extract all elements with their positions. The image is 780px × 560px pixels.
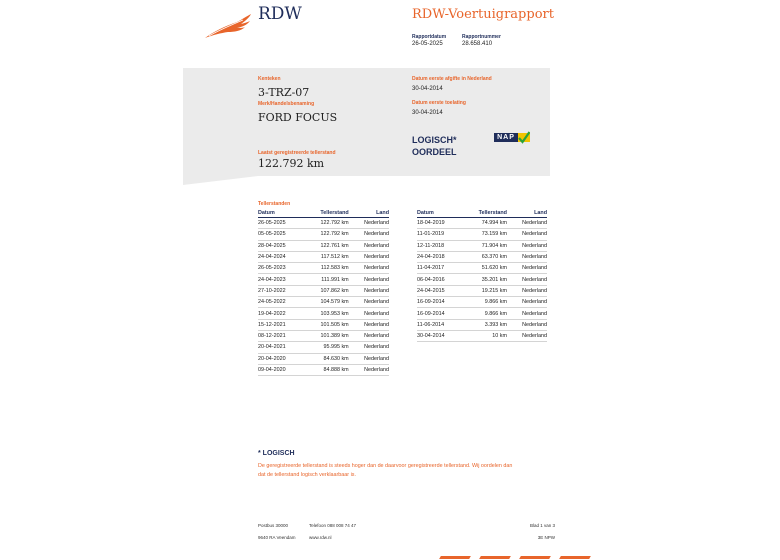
row-country: Nederland — [349, 263, 389, 274]
first-admission-value: 30-04-2014 — [412, 86, 443, 92]
row-odometer: 19.215 km — [461, 285, 507, 296]
row-country: Nederland — [349, 251, 389, 262]
report-number-label: Rapportnummer — [462, 34, 501, 40]
row-odometer: 101.389 km — [303, 330, 349, 341]
row-country: Nederland — [507, 240, 547, 251]
rdw-wing-logo-icon — [203, 12, 253, 40]
panel-corner — [183, 176, 258, 185]
row-odometer: 84.630 km — [303, 353, 349, 364]
row-date: 11-04-2017 — [417, 263, 461, 274]
table-row — [258, 342, 389, 353]
report-date: 26-05-2025 — [412, 41, 443, 47]
odometer-table-right — [417, 209, 547, 342]
table-row — [258, 330, 389, 341]
row-date: 08-12-2021 — [258, 330, 303, 341]
first-approval-label: Datum eerste toelating — [412, 100, 466, 106]
row-odometer: 9.866 km — [461, 308, 507, 319]
footer-code: 3E NPW — [537, 535, 555, 540]
row-odometer: 84.888 km — [303, 364, 349, 375]
table-row — [258, 319, 389, 330]
row-date: 20-04-2020 — [258, 353, 303, 364]
table-row — [417, 240, 547, 251]
check-icon — [518, 131, 530, 144]
row-odometer: 63.370 km — [461, 251, 507, 262]
row-date: 11-01-2019 — [417, 229, 461, 240]
row-date: 20-04-2021 — [258, 342, 303, 353]
table-row — [417, 263, 547, 274]
verdict-line2: OORDEEL — [412, 147, 457, 157]
verdict-line1: LOGISCH* — [412, 135, 457, 145]
row-date: 12-11-2018 — [417, 240, 461, 251]
row-date: 18-04-2019 — [417, 218, 461, 229]
row-country: Nederland — [349, 308, 389, 319]
plate-value: 3-TRZ-07 — [258, 86, 310, 99]
row-country: Nederland — [507, 218, 547, 229]
row-date: 27-10-2022 — [258, 285, 303, 296]
row-country: Nederland — [507, 274, 547, 285]
footer-address1: Postbus 30000 — [258, 523, 289, 528]
row-date: 26-05-2023 — [258, 263, 303, 274]
row-odometer: 51.620 km — [461, 263, 507, 274]
col-odometer: Tellerstand — [461, 209, 507, 218]
odometer-section-title: Tellerstanden — [258, 201, 291, 207]
nap-label: NAP — [494, 133, 518, 142]
table-row — [417, 251, 547, 262]
vehicle-summary-panel — [183, 68, 550, 176]
table-row — [258, 240, 389, 251]
row-country: Nederland — [349, 218, 389, 229]
row-country: Nederland — [507, 229, 547, 240]
odometer-table-left — [258, 209, 389, 376]
footer-phone: Telefoon 088 008 74 47 — [309, 523, 357, 528]
row-date: 24-04-2018 — [417, 251, 461, 262]
row-date: 30-04-2014 — [417, 330, 461, 341]
table-row — [258, 263, 389, 274]
row-date: 16-09-2014 — [417, 297, 461, 308]
footnote-line1: De geregistreerde tellerstand is steeds hoger dan de daarvoor geregistreerde tellerstand. Wij oordelen dan — [258, 463, 513, 469]
row-date: 24-05-2022 — [258, 297, 303, 308]
row-odometer: 122.792 km — [303, 218, 349, 229]
table-row — [417, 319, 547, 330]
decor-stripe — [439, 556, 471, 559]
first-admission-label: Datum eerste afgifte in Nederland — [412, 76, 492, 82]
report-date-label: Rapportdatum — [412, 34, 447, 40]
table-row — [258, 364, 389, 375]
table-row — [417, 308, 547, 319]
table-row — [258, 308, 389, 319]
table-row — [258, 251, 389, 262]
row-odometer: 112.583 km — [303, 263, 349, 274]
decor-stripe — [519, 556, 551, 559]
row-odometer: 117.512 km — [303, 251, 349, 262]
row-date: 19-04-2022 — [258, 308, 303, 319]
table-row — [417, 297, 547, 308]
col-date: Datum — [258, 209, 303, 218]
col-date: Datum — [417, 209, 461, 218]
row-odometer: 122.761 km — [303, 240, 349, 251]
footer-page: Blad 1 van 3 — [529, 523, 555, 528]
row-date: 28-04-2025 — [258, 240, 303, 251]
row-country: Nederland — [349, 319, 389, 330]
row-country: Nederland — [507, 319, 547, 330]
row-odometer: 74.994 km — [461, 218, 507, 229]
row-odometer: 9.866 km — [461, 297, 507, 308]
footnote-text — [258, 462, 512, 480]
row-country: Nederland — [507, 297, 547, 308]
table-row — [417, 330, 547, 341]
make-value: FORD FOCUS — [258, 111, 338, 124]
row-country: Nederland — [507, 263, 547, 274]
footer-web[interactable]: www.rdw.nl — [309, 535, 332, 540]
row-odometer: 73.159 km — [461, 229, 507, 240]
row-date: 24-04-2023 — [258, 274, 303, 285]
report-title: RDW-Voertuigrapport — [412, 7, 554, 22]
row-country: Nederland — [349, 274, 389, 285]
row-odometer: 3.393 km — [461, 319, 507, 330]
row-country: Nederland — [349, 240, 389, 251]
row-country: Nederland — [349, 364, 389, 375]
row-odometer: 95.995 km — [303, 342, 349, 353]
row-odometer: 122.792 km — [303, 229, 349, 240]
nap-badge — [494, 131, 530, 145]
row-country: Nederland — [507, 308, 547, 319]
row-date: 09-04-2020 — [258, 364, 303, 375]
table-row — [258, 274, 389, 285]
row-country: Nederland — [507, 251, 547, 262]
col-country: Land — [349, 209, 389, 218]
row-date: 11-06-2014 — [417, 319, 461, 330]
row-odometer: 10 km — [461, 330, 507, 341]
row-date: 06-04-2016 — [417, 274, 461, 285]
row-odometer: 107.862 km — [303, 285, 349, 296]
row-country: Nederland — [507, 285, 547, 296]
row-date: 16-09-2014 — [417, 308, 461, 319]
first-approval-value: 30-04-2014 — [412, 110, 443, 116]
col-odometer: Tellerstand — [303, 209, 349, 218]
footnote-line2: dat de tellerstand logisch verklaarbaar is. — [258, 472, 356, 478]
row-date: 24-04-2015 — [417, 285, 461, 296]
report-number: 28.658.410 — [462, 41, 493, 47]
table-row — [417, 218, 547, 229]
footer-address2: 9640 RA Veendam — [258, 535, 296, 540]
brand-name: RDW — [258, 4, 302, 24]
footnote-title: * LOGISCH — [258, 450, 295, 457]
odo-value: 122.792 km — [258, 157, 325, 170]
decor-stripe — [559, 556, 591, 559]
row-odometer: 101.505 km — [303, 319, 349, 330]
odo-label: Laatst geregistreerde tellerstand — [258, 150, 336, 156]
row-country: Nederland — [349, 353, 389, 364]
decor-stripe — [479, 556, 511, 559]
row-odometer: 104.579 km — [303, 297, 349, 308]
table-row — [258, 353, 389, 364]
row-odometer: 71.904 km — [461, 240, 507, 251]
verdict — [412, 134, 457, 158]
row-date: 15-12-2021 — [258, 319, 303, 330]
table-row — [258, 285, 389, 296]
table-row — [258, 297, 389, 308]
make-label: Merk/Handelsbenaming — [258, 101, 315, 107]
row-odometer: 103.953 km — [303, 308, 349, 319]
table-row — [258, 229, 389, 240]
table-row — [417, 274, 547, 285]
row-date: 24-04-2024 — [258, 251, 303, 262]
row-country: Nederland — [349, 297, 389, 308]
row-odometer: 111.991 km — [303, 274, 349, 285]
row-country: Nederland — [349, 229, 389, 240]
row-country: Nederland — [507, 330, 547, 341]
col-country: Land — [507, 209, 547, 218]
row-country: Nederland — [349, 342, 389, 353]
row-date: 26-05-2025 — [258, 218, 303, 229]
row-date: 05-05-2025 — [258, 229, 303, 240]
row-country: Nederland — [349, 285, 389, 296]
row-odometer: 35.201 km — [461, 274, 507, 285]
table-row — [258, 218, 389, 229]
table-row — [417, 285, 547, 296]
row-country: Nederland — [349, 330, 389, 341]
plate-label: Kenteken — [258, 76, 281, 82]
table-row — [417, 229, 547, 240]
